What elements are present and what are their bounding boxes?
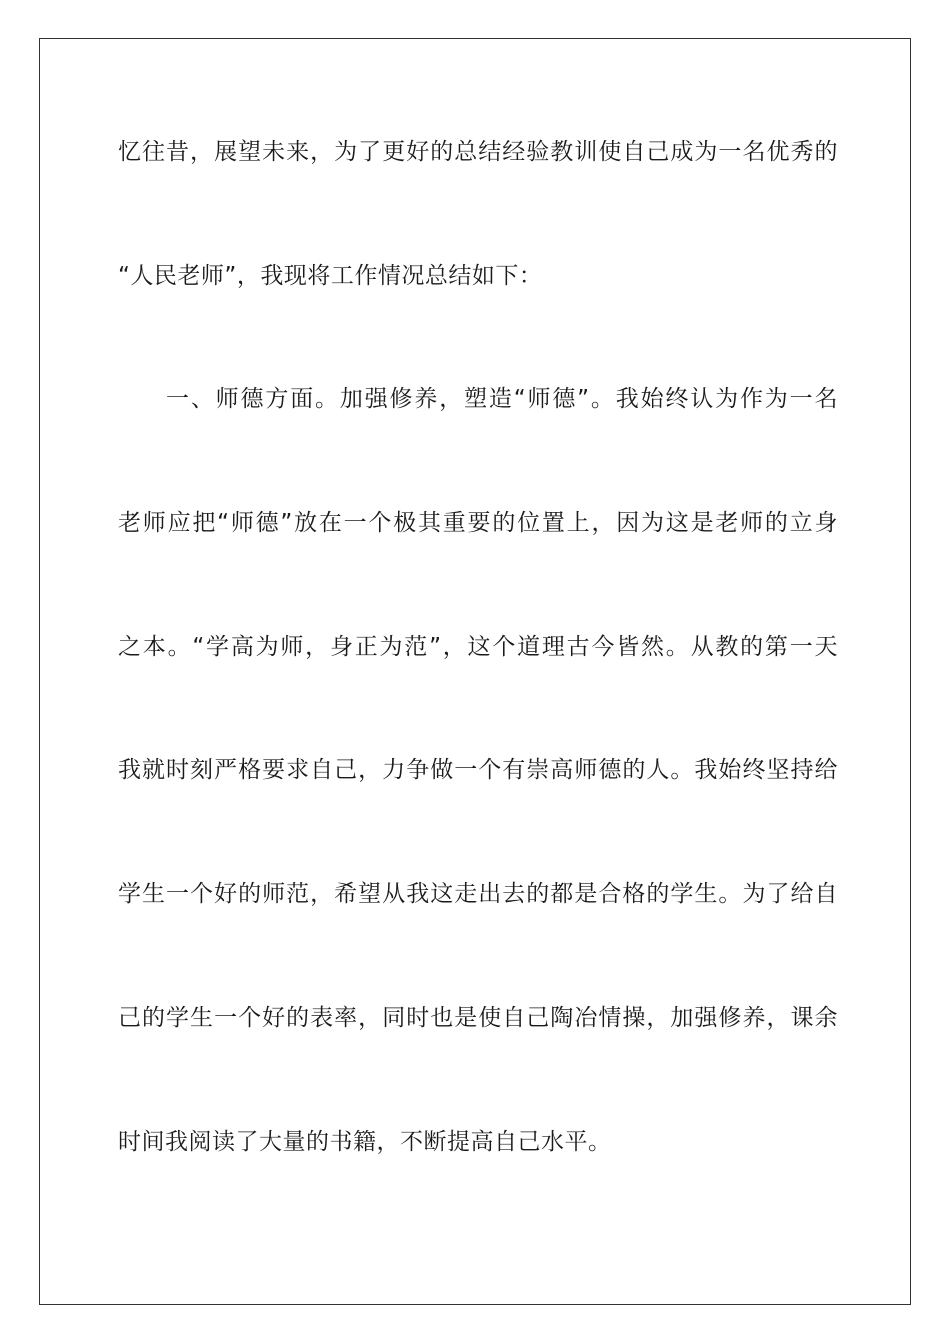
paragraph-line-6: 我就时刻严格要求自己，力争做一个有崇高师德的人。我始终坚持给	[118, 757, 838, 783]
paragraph-line-4: 老师应把“师德”放在一个极其重要的位置上，因为这是老师的立身	[118, 510, 838, 536]
paragraph-line-3: 一、师德方面。加强修养，塑造“师德”。我始终认为作为一名	[166, 386, 838, 412]
paragraph-line-5: 之本。“学高为师，身正为范”，这个道理古今皆然。从教的第一天	[118, 634, 838, 660]
paragraph-line-7: 学生一个好的师范，希望从我这走出去的都是合格的学生。为了给自	[118, 881, 838, 907]
paragraph-line-1: 忆往昔，展望未来，为了更好的总结经验教训使自己成为一名优秀的	[118, 139, 838, 165]
paragraph-line-2: “人民老师”，我现将工作情况总结如下：	[118, 263, 543, 289]
page-border	[39, 38, 911, 1305]
paragraph-line-8: 己的学生一个好的表率，同时也是使自己陶冶情操，加强修养，课余	[118, 1005, 838, 1031]
paragraph-line-9: 时间我阅读了大量的书籍，不断提高自己水平。	[118, 1129, 612, 1155]
